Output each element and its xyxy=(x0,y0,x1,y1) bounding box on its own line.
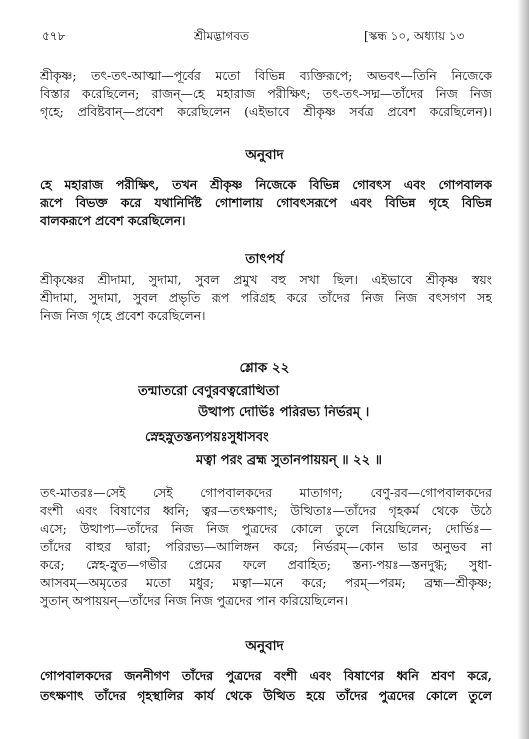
purport-heading: তাৎপর্য xyxy=(245,251,284,267)
translation-line: হে মহারাজ পরীক্ষিৎ, তখন শ্রীকৃষ্ণ নিজেকে বিভিন্ন গোবৎস এবং গোপবালক xyxy=(40,177,492,192)
translation-line: বালকরূপে প্রবেশ করেছিলেন। xyxy=(40,213,186,228)
synonym-line: সুতান্ অপায়য়ন্—তাঁদের নিজ নিজ পুত্রদের পান করিয়েছিলেন। xyxy=(40,593,349,608)
verse-heading: শ্লোক ২২ xyxy=(239,360,290,376)
verse-line: উত্থাপ্য দোর্ভিঃ পরিরভ্য নির্ভরম্ । xyxy=(198,405,370,420)
verse-line: তন্মাতরো বেণুরবত্বরোত্থিতা xyxy=(138,384,280,399)
page-number: ৫৭৮ xyxy=(42,29,66,43)
synonym-line: করে; স্নেহ-স্নুত—গভীর প্রেমের ফলে প্রবাহিত; স্তন্য-পয়ঃ—স্তনদুগ্ধ; সুধা- xyxy=(40,557,492,572)
purport-line: শ্রীদামা, সুদামা, সুবল প্রভৃতি রূপ পরিগ্রহ করে তাঁদের নিজ নিজ বৎসগণ সহ xyxy=(40,290,492,305)
translation-heading: অনুবাদ xyxy=(245,638,284,654)
section-reference: [স্কন্ধ ১০, অধ্যায় ১৩ xyxy=(364,29,465,43)
synonym-line: শ্রীকৃষ্ণ; তৎ-তৎ-আত্মা—পূর্বের মতো বিভিন্ন ব্যক্তিরূপে; অভবৎ—তিনি নিজেকে xyxy=(40,68,492,83)
running-header xyxy=(42,28,492,46)
translation-line: তৎক্ষণাৎ তাঁদের গৃহস্থালির কার্য থেকে উত্থিত হয়ে তাঁদের পুত্রদের কোলে তুলে xyxy=(40,688,492,703)
synonym-line: বিস্তার করেছিলেন; রাজন্—হে মহারাজ পরীক্ষিৎ; তৎ-তৎ-সদ্ম—তাঁদের নিজ নিজ xyxy=(40,86,492,101)
purport-line: শ্রীকৃষ্ণের শ্রীদামা, সুদামা, সুবল প্রমুখ বহু সখা ছিল। এইভাবে শ্রীকৃষ্ণ স্বয়ং xyxy=(40,272,492,287)
translation-line: গোপবালকদের জননীগণ তাঁদের পুত্রদের বংশী এবং বিষাণের ধ্বনি শ্রবণ করে, xyxy=(40,668,492,683)
synonym-line: তৎ-মাতরঃ—সেই সেই গোপবালকদের মাতাগণ; বেণু-রব—গোপবালকদের xyxy=(40,485,492,500)
synonym-line: বংশী এবং বিষাণের ধ্বনি; ত্বর—তৎক্ষণাৎ; উত্থিতাঃ—তাঁদের গৃহকর্ম থেকে উঠে xyxy=(40,503,492,518)
verse-line: স্নেহস্নুতস্তন্যপয়ঃসুধাসবং xyxy=(145,430,269,445)
translation-line: রূপে বিভক্ত করে যথানির্দিষ্ট গোশালায় গোবৎসরূপে এবং বিভিন্ন গৃহে বিভিন্ন xyxy=(40,195,492,210)
synonym-line: আসবম্—অমৃতের মতো মধুর; মত্বা—মনে করে; পরম্—পরম; ব্রহ্ম—শ্রীকৃষ্ণ; xyxy=(40,575,492,590)
purport-line: নিজ নিজ গৃহে প্রবেশ করেছিলেন। xyxy=(40,308,206,323)
synonym-line: গৃহে; প্রবিষ্টবান্—প্রবেশ করেছিলেন (এইভাবে শ্রীকৃষ্ণ সর্বত্র প্রবেশ করেছিলেন)। xyxy=(40,104,492,119)
translation-heading: অনুবাদ xyxy=(245,147,284,163)
verse-line: মত্বা পরং ব্রহ্ম সুতানপায়য়ন্ ॥ ২২ ॥ xyxy=(196,453,382,468)
synonym-line: তাঁদের বাহুর দ্বারা; পরিরভ্য—আলিঙ্গন করে; নির্ভরম্—কোন ভার অনুভব না xyxy=(40,539,492,554)
book-title: শ্রীমদ্ভাগবত xyxy=(194,29,250,43)
synonym-line: এসে; উত্থাপ্য—তাঁদের নিজ নিজ পুত্রদের কোলে তুলে নিয়েছিলেন; দোর্ভিঃ— xyxy=(40,521,492,536)
